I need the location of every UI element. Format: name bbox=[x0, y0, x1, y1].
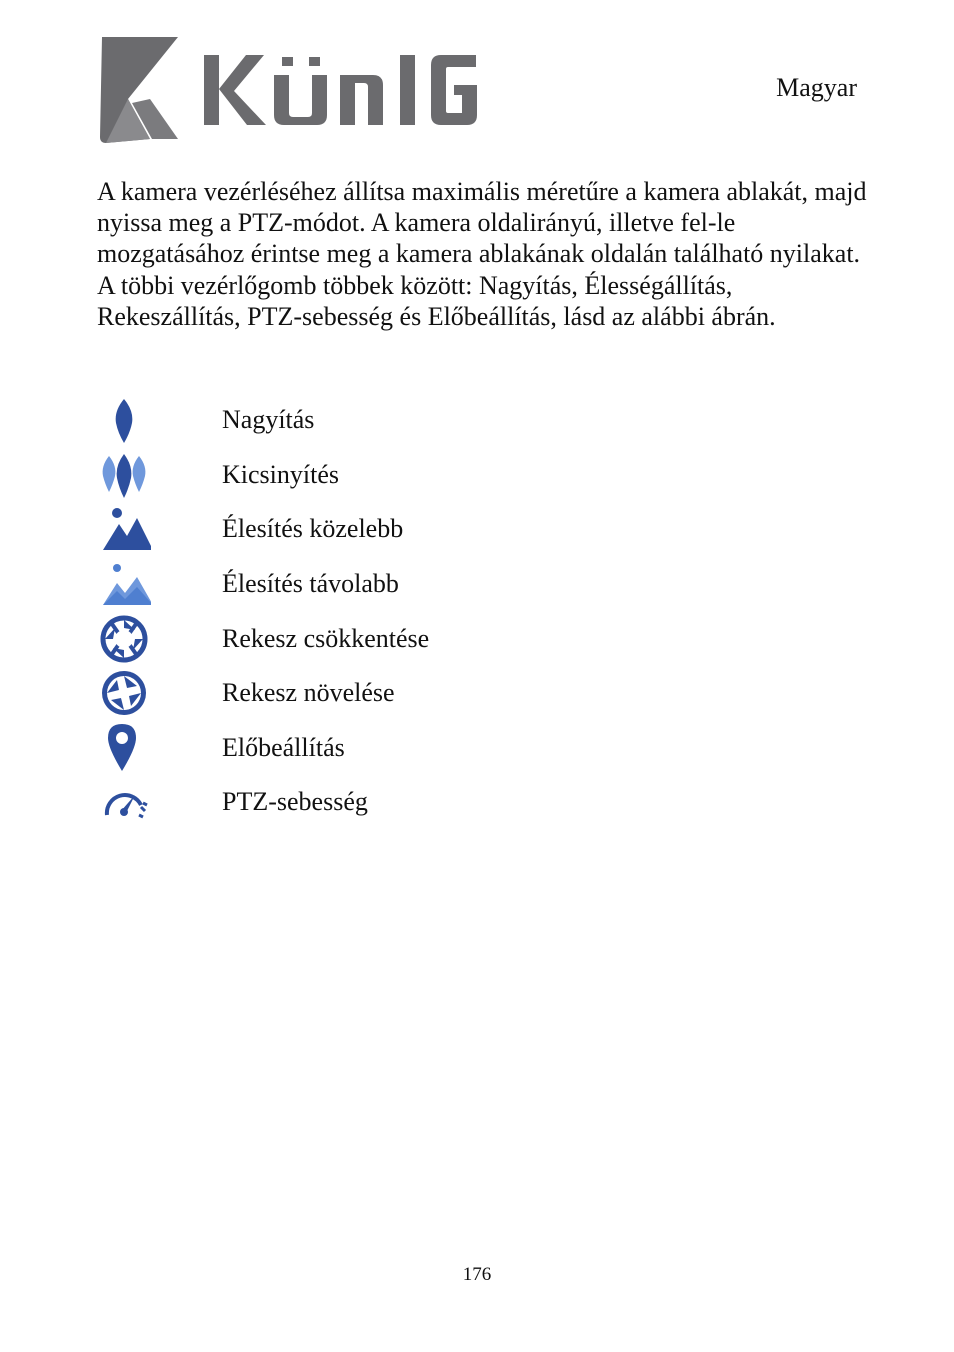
iris-close-icon bbox=[97, 612, 151, 666]
focus-near-icon bbox=[97, 502, 151, 556]
intro-paragraph: A kamera vezérléséhez állítsa maximális méretűre a kamera ablakát, majd nyissa meg a PTZ-módot. A kamera oldalirányú, illetve fel-le mozgatásához érintse meg a kamera ablakának oldalán található nyilakat. A többi vezérlőgomb többek között: Nagyítás, Élességállítás, Rekeszállítás, PTZ-sebesség és Előbeállítás, lásd az alábbi ábrán. bbox=[97, 177, 867, 331]
control-row-zoom-in bbox=[97, 393, 797, 448]
control-label: Élesítés távolabb bbox=[222, 569, 399, 599]
preset-pin-icon bbox=[97, 721, 151, 775]
control-label: Rekesz növelése bbox=[222, 678, 395, 708]
zoom-in-icon bbox=[97, 393, 151, 447]
control-row-iris-open bbox=[97, 666, 797, 721]
control-row-preset bbox=[97, 721, 797, 776]
control-row-focus-near bbox=[97, 502, 797, 557]
control-label: Nagyítás bbox=[222, 405, 315, 435]
iris-open-icon bbox=[97, 666, 151, 720]
focus-far-icon bbox=[97, 557, 151, 611]
control-label: Élesítés közelebb bbox=[222, 514, 404, 544]
page-number: 176 bbox=[462, 1264, 492, 1285]
control-row-ptz-speed bbox=[97, 775, 797, 830]
control-row-zoom-out bbox=[97, 448, 797, 503]
control-label: PTZ-sebesség bbox=[222, 787, 368, 817]
control-row-iris-close bbox=[97, 611, 797, 666]
control-label: Előbeállítás bbox=[222, 732, 345, 762]
ptz-controls-list bbox=[97, 393, 797, 830]
konig-logo-graphic bbox=[98, 33, 518, 145]
language-label: Magyar bbox=[776, 73, 857, 102]
speedometer-icon bbox=[97, 775, 151, 829]
konig-logo bbox=[98, 33, 518, 145]
control-row-focus-far bbox=[97, 557, 797, 612]
control-label: Rekesz csökkentése bbox=[222, 623, 430, 653]
zoom-out-icon bbox=[97, 448, 151, 502]
control-label: Kicsinyítés bbox=[222, 459, 339, 489]
